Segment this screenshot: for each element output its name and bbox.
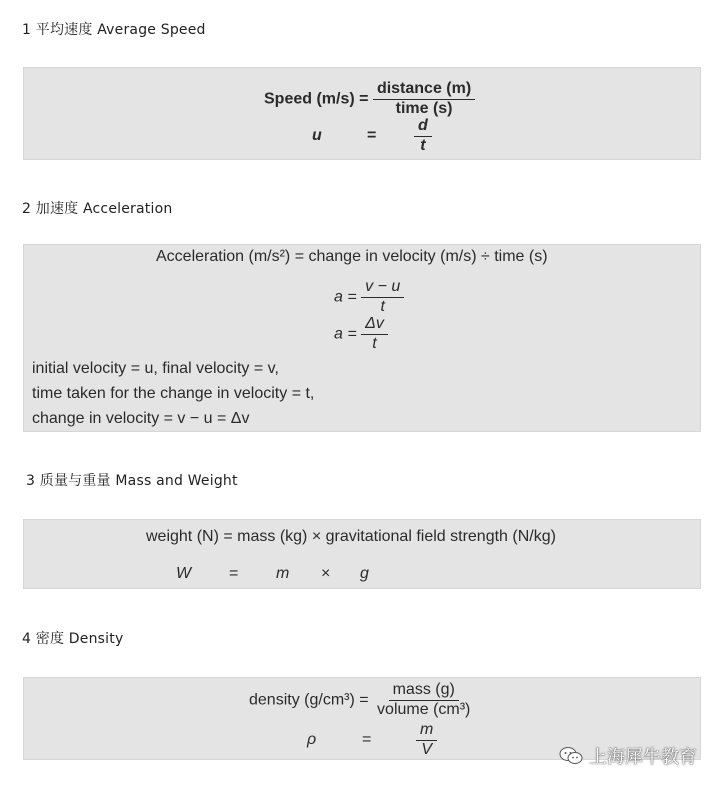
density-word-numerator: mass (g) (389, 682, 459, 701)
acceleration-formula-2-lhs: a = (334, 325, 357, 343)
acceleration-formula-1-denominator: t (380, 297, 385, 315)
speed-word-formula (264, 81, 475, 118)
density-symbol-rho: ρ (307, 731, 317, 748)
density-word-formula (249, 682, 474, 719)
formula-box-average-speed (23, 67, 701, 160)
formula-box-mass-weight (23, 519, 701, 589)
speed-word-denominator: time (s) (395, 99, 453, 117)
speed-symbol-fraction (414, 118, 432, 155)
acceleration-formula-1 (334, 279, 404, 316)
section-heading-density: 4 密度 Density (22, 631, 124, 647)
wechat-icon (559, 746, 583, 766)
weight-word-formula: weight (N) = mass (kg) × gravitational field strength (N/kg) (146, 528, 556, 545)
acceleration-formula-2 (334, 316, 388, 353)
density-word-denominator: volume (cm³) (377, 700, 471, 718)
speed-symbol-numerator: d (414, 118, 432, 137)
speed-word-numerator: distance (m) (373, 81, 475, 100)
formula-box-acceleration (23, 244, 701, 432)
acceleration-note-2: time taken for the change in velocity = t, (32, 385, 315, 402)
acceleration-formula-1-numerator: v − u (361, 279, 404, 298)
speed-symbol-denominator: t (420, 136, 426, 154)
speed-word-lhs: Speed (m/s) = (264, 90, 369, 108)
watermark-text: 上海犀牛教育 (589, 747, 697, 768)
acceleration-word-formula: Acceleration (m/s²) = change in velocity (m/s) ÷ time (s) (156, 248, 548, 265)
density-symbol-denominator: V (421, 740, 432, 758)
weight-symbol-times: × (321, 565, 331, 582)
weight-symbol-equals: = (229, 565, 239, 582)
watermark (559, 743, 697, 769)
section-heading-mass-weight: 3 质量与重量 Mass and Weight (26, 473, 238, 489)
weight-symbol-m: m (276, 565, 290, 582)
acceleration-note-1: initial velocity = u, final velocity = v, (32, 360, 279, 377)
density-word-lhs: density (g/cm³) = (249, 691, 369, 709)
weight-symbol-w: W (176, 565, 192, 582)
acceleration-formula-2-numerator: Δv (361, 316, 388, 335)
weight-symbol-g: g (360, 565, 369, 582)
speed-symbol-lhs: u (312, 127, 322, 144)
density-symbol-equals: = (362, 731, 372, 748)
acceleration-note-3: change in velocity = v − u = Δv (32, 410, 250, 427)
acceleration-formula-2-denominator: t (372, 334, 377, 352)
section-heading-average-speed: 1 平均速度 Average Speed (22, 22, 206, 38)
speed-word-fraction (373, 81, 475, 118)
density-symbol-fraction (416, 722, 437, 759)
section-heading-acceleration: 2 加速度 Acceleration (22, 201, 173, 217)
speed-symbol-equals: = (367, 127, 377, 144)
acceleration-formula-1-lhs: a = (334, 288, 357, 306)
density-symbol-numerator: m (416, 722, 437, 741)
